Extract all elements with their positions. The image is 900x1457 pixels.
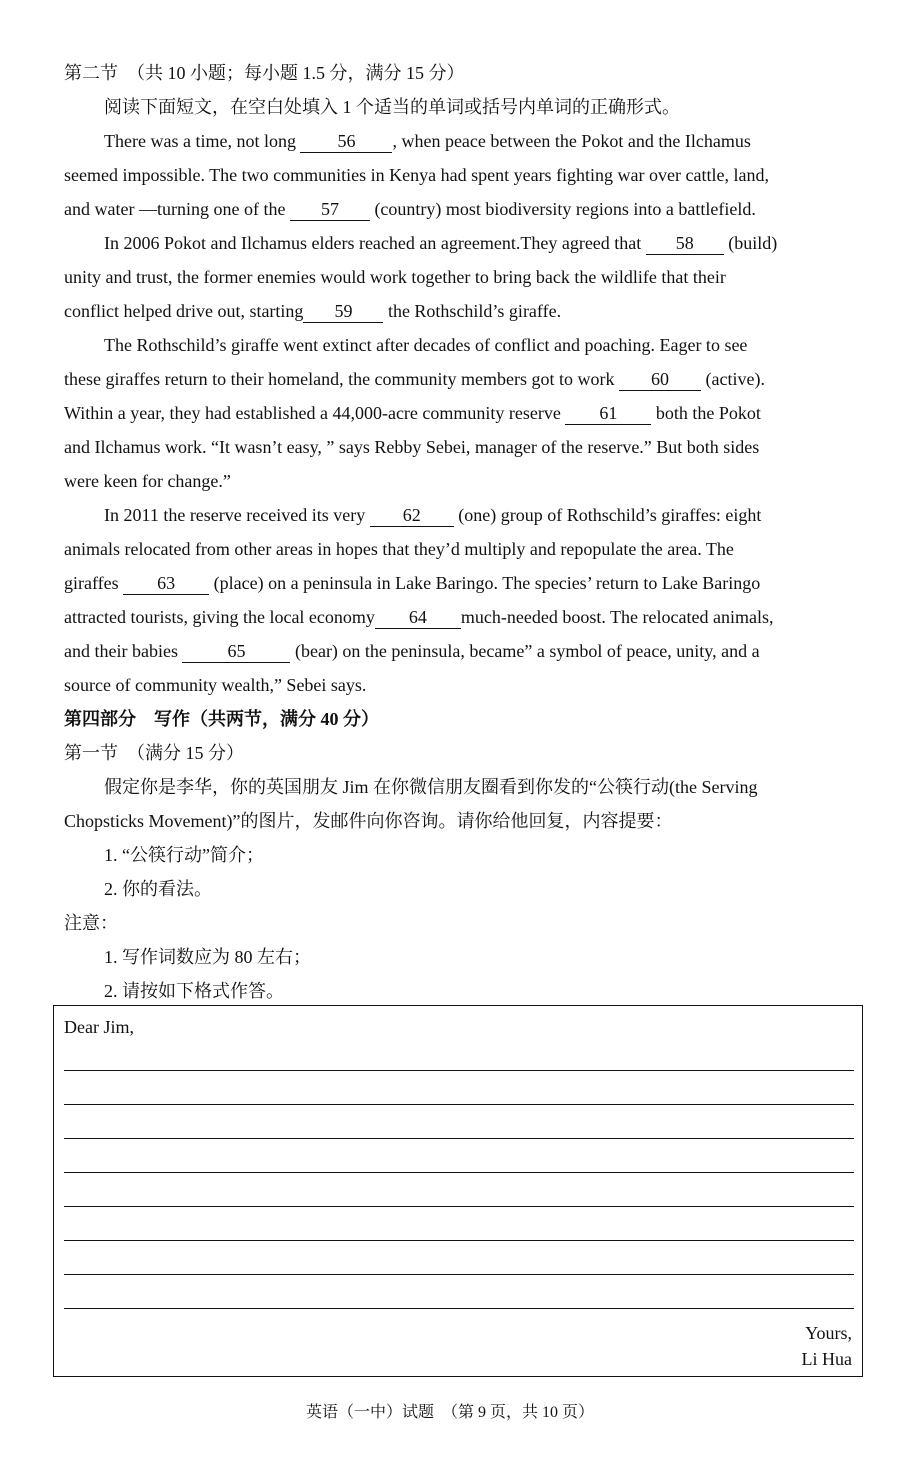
passage-line bbox=[64, 124, 856, 158]
passage-text: (place) on a peninsula in Lake Baringo. The species’ return to Lake Baringo bbox=[209, 573, 761, 593]
prompt-point: 2. 你的看法。 bbox=[104, 879, 212, 899]
passage-text: and water —turning one of the bbox=[64, 199, 290, 219]
passage-line: unity and trust, the former enemies would work together to bring back the wildlife that their bbox=[64, 267, 726, 287]
note-item: 2. 请按如下格式作答。 bbox=[104, 981, 284, 1001]
passage-text: and their babies bbox=[64, 641, 183, 661]
passage-text: (active). bbox=[701, 369, 765, 389]
blank-63[interactable]: 63 bbox=[123, 572, 209, 595]
passage-text: , when peace between the Pokot and the Ilchamus bbox=[392, 131, 751, 151]
blank-59[interactable]: 59 bbox=[303, 300, 383, 323]
passage-text: much-needed boost. The relocated animals, bbox=[460, 607, 774, 627]
section2-heading: 第二节 （共 10 小题；每小题 1.5 分，满分 15 分） bbox=[64, 63, 465, 83]
letter-closing: Yours, bbox=[805, 1323, 852, 1343]
passage-text: attracted tourists, giving the local economy bbox=[64, 607, 375, 627]
blank-58[interactable]: 58 bbox=[646, 232, 724, 255]
writing-prompt: 假定你是李华，你的英国朋友 Jim 在你微信朋友圈看到你发的“公筷行动(the Serving bbox=[104, 777, 758, 797]
blank-65[interactable]: 65 bbox=[182, 640, 290, 663]
passage-text: giraffes bbox=[64, 573, 124, 593]
blank-64[interactable]: 64 bbox=[375, 606, 461, 629]
note-item: 1. 写作词数应为 80 左右； bbox=[104, 947, 311, 967]
passage-line bbox=[64, 362, 856, 396]
blank-60[interactable]: 60 bbox=[619, 368, 701, 391]
answer-line[interactable] bbox=[64, 1104, 854, 1105]
page-footer: 英语（一中）试题 （第 9 页，共 10 页） bbox=[305, 1404, 594, 1421]
passage-text: (country) most biodiversity regions into a battlefield. bbox=[369, 199, 756, 219]
passage-text: In 2011 the reserve received its very bbox=[104, 505, 370, 525]
passage-text: (bear) on the peninsula, became” a symbol of peace, unity, and a bbox=[290, 641, 760, 661]
passage-line bbox=[64, 192, 856, 226]
passage-line: animals relocated from other areas in hopes that they’d multiply and repopulate the area. The bbox=[64, 539, 734, 559]
part4-section1-heading: 第一节 （满分 15 分） bbox=[64, 743, 244, 763]
answer-box[interactable] bbox=[53, 1005, 863, 1377]
passage-text: (build) bbox=[723, 233, 778, 253]
passage-line bbox=[64, 498, 856, 532]
passage-line: seemed impossible. The two communities in Kenya had spent years fighting war over cattle, land, bbox=[64, 165, 769, 185]
passage-line: and Ilchamus work. “It wasn’t easy, ” says Rebby Sebei, manager of the reserve.” But both sides bbox=[64, 437, 760, 457]
passage-line: The Rothschild’s giraffe went extinct after decades of conflict and poaching. Eager to see bbox=[104, 335, 748, 355]
passage-line: were keen for change.” bbox=[64, 471, 231, 491]
blank-61[interactable]: 61 bbox=[565, 402, 651, 425]
passage-line bbox=[64, 396, 856, 430]
answer-line[interactable] bbox=[64, 1172, 854, 1173]
passage-line bbox=[64, 634, 856, 668]
passage-line bbox=[64, 566, 856, 600]
note-label: 注意： bbox=[64, 913, 118, 933]
passage-text: (one) group of Rothschild’s giraffes: eight bbox=[453, 505, 762, 525]
answer-line[interactable] bbox=[64, 1240, 854, 1241]
blank-62[interactable]: 62 bbox=[370, 504, 454, 527]
letter-greeting: Dear Jim, bbox=[64, 1017, 134, 1037]
prompt-point: 1. “公筷行动”简介； bbox=[104, 845, 264, 865]
passage-text: conflict helped drive out, starting bbox=[64, 301, 304, 321]
passage-text: these giraffes return to their homeland, the community members got to work bbox=[64, 369, 620, 389]
passage-text: both the Pokot bbox=[651, 403, 761, 423]
blank-57[interactable]: 57 bbox=[290, 198, 370, 221]
passage-line: source of community wealth,” Sebei says. bbox=[64, 675, 367, 695]
writing-prompt: Chopsticks Movement)”的图片，发邮件向你咨询。请你给他回复，内容提要： bbox=[64, 811, 673, 831]
passage-text: In 2006 Pokot and Ilchamus elders reached an agreement.They agreed that bbox=[104, 233, 646, 253]
passage-line bbox=[64, 600, 856, 634]
answer-line[interactable] bbox=[64, 1138, 854, 1139]
passage-text: There was a time, not long bbox=[104, 131, 301, 151]
blank-56[interactable]: 56 bbox=[300, 130, 392, 153]
answer-line[interactable] bbox=[64, 1206, 854, 1207]
passage-text: Within a year, they had established a 44,000-acre community reserve bbox=[64, 403, 566, 423]
passage-text: the Rothschild’s giraffe. bbox=[383, 301, 562, 321]
exam-page bbox=[64, 56, 856, 1008]
letter-signature: Li Hua bbox=[801, 1349, 852, 1369]
section2-instruction: 阅读下面短文，在空白处填入 1 个适当的单词或括号内单词的正确形式。 bbox=[104, 97, 680, 117]
answer-line[interactable] bbox=[64, 1070, 854, 1071]
passage-line bbox=[64, 226, 856, 260]
answer-line[interactable] bbox=[64, 1308, 854, 1309]
part4-heading: 第四部分 写作（共两节，满分 40 分） bbox=[64, 709, 379, 729]
passage-line bbox=[64, 294, 856, 328]
answer-line[interactable] bbox=[64, 1274, 854, 1275]
